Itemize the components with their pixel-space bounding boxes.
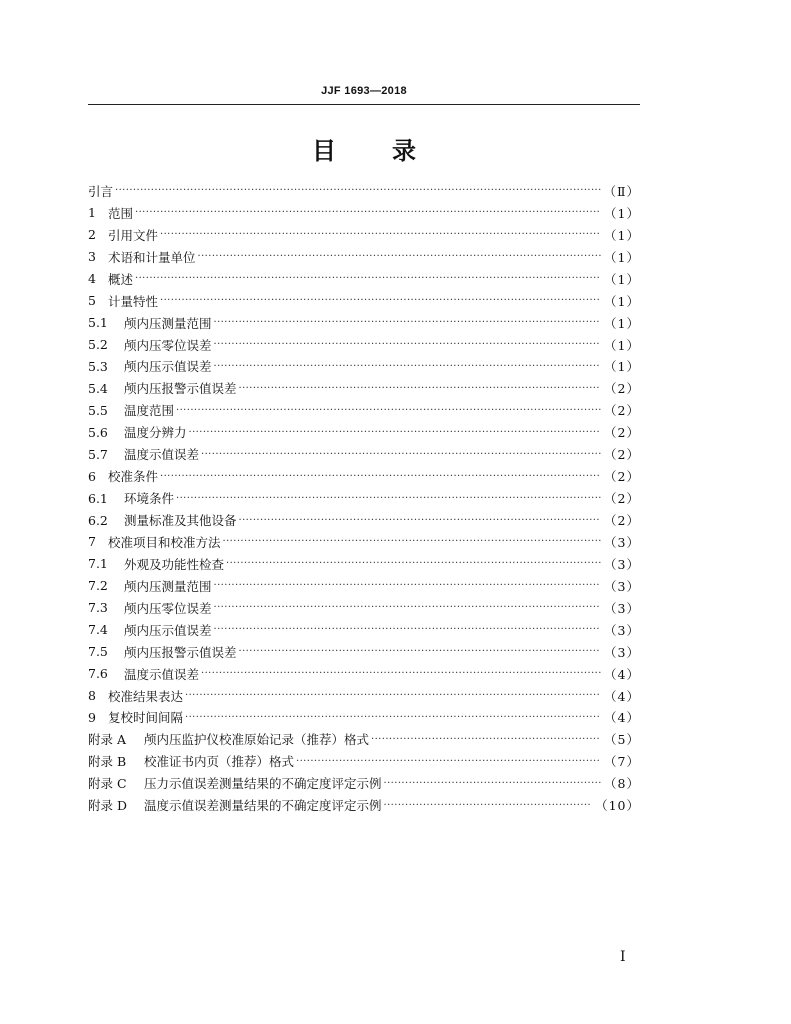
toc-number: 7.3 bbox=[88, 600, 108, 616]
toc-page: （1） bbox=[604, 205, 640, 221]
toc-label: 温度示值误差测量结果的不确定度评定示例 bbox=[144, 798, 382, 814]
toc-label: 颅内压零位误差 bbox=[124, 600, 212, 616]
toc-label: 压力示值误差测量结果的不确定度评定示例 bbox=[144, 776, 382, 792]
toc-item-7-6[interactable] bbox=[88, 663, 640, 685]
toc-item-5-4[interactable] bbox=[88, 377, 640, 399]
toc-number: 附录 B bbox=[88, 754, 127, 770]
toc-number: 5.4 bbox=[88, 380, 108, 396]
toc-label: 术语和计量单位 bbox=[108, 249, 196, 265]
toc-label: 计量特性 bbox=[108, 293, 159, 309]
dot-leader bbox=[189, 427, 602, 438]
dot-leader bbox=[239, 515, 602, 526]
dot-leader bbox=[214, 602, 602, 613]
toc-page: （4） bbox=[604, 688, 640, 704]
toc-label: 颅内压测量范围 bbox=[124, 578, 212, 594]
toc-page: （2） bbox=[604, 447, 640, 463]
toc-label: 测量标准及其他设备 bbox=[124, 513, 237, 529]
toc-page: （10） bbox=[595, 798, 640, 814]
header-divider bbox=[88, 104, 640, 105]
toc-number: 2 bbox=[88, 227, 96, 243]
toc-item-5-7[interactable] bbox=[88, 443, 640, 465]
dot-leader bbox=[135, 207, 601, 218]
toc-page: （2） bbox=[604, 513, 640, 529]
toc-label: 颅内压示值误差 bbox=[124, 622, 212, 638]
toc-item-appendix-a[interactable] bbox=[88, 728, 640, 750]
title-char-1: 目 bbox=[312, 136, 336, 165]
toc-page: （2） bbox=[604, 425, 640, 441]
toc-number: 7.2 bbox=[88, 578, 108, 594]
toc-item-8[interactable] bbox=[88, 685, 640, 707]
toc-number: 5.3 bbox=[88, 358, 108, 374]
toc-item-5-3[interactable] bbox=[88, 356, 640, 378]
toc-page: （2） bbox=[604, 403, 640, 419]
dot-leader bbox=[371, 734, 601, 745]
toc-item-5-2[interactable] bbox=[88, 334, 640, 356]
toc-label: 校准项目和校准方法 bbox=[108, 534, 221, 550]
toc-page: （1） bbox=[604, 249, 640, 265]
dot-leader bbox=[239, 646, 602, 657]
toc-label: 外观及功能性检查 bbox=[124, 556, 225, 572]
toc-page: （4） bbox=[604, 710, 640, 726]
dot-leader bbox=[185, 712, 601, 723]
toc-item-1[interactable] bbox=[88, 202, 640, 224]
toc-page: （3） bbox=[604, 534, 640, 550]
toc-item-4[interactable] bbox=[88, 268, 640, 290]
toc-item-2[interactable] bbox=[88, 224, 640, 246]
dot-leader bbox=[185, 690, 601, 701]
toc-number: 9 bbox=[88, 709, 96, 725]
toc-page: （3） bbox=[604, 644, 640, 660]
dot-leader bbox=[201, 668, 601, 679]
toc-page: （2） bbox=[604, 381, 640, 397]
toc-label: 校准结果表达 bbox=[108, 688, 184, 704]
dot-leader bbox=[223, 536, 602, 547]
toc-label: 范围 bbox=[108, 205, 134, 221]
toc-number: 1 bbox=[88, 205, 96, 221]
toc-number: 5.2 bbox=[88, 337, 108, 353]
toc-item-9[interactable] bbox=[88, 707, 640, 729]
toc-page: （1） bbox=[604, 293, 640, 309]
toc-number: 8 bbox=[88, 688, 96, 704]
toc-number: 6 bbox=[88, 468, 96, 484]
toc-number: 5.1 bbox=[88, 315, 108, 331]
toc-page: （1） bbox=[604, 227, 640, 243]
dot-leader bbox=[214, 624, 602, 635]
page-title bbox=[88, 131, 640, 166]
toc-label: 引言 bbox=[88, 183, 114, 199]
toc-label: 温度示值误差 bbox=[124, 447, 200, 463]
toc-page: （1） bbox=[604, 337, 640, 353]
toc-page: （3） bbox=[604, 600, 640, 616]
toc-label: 温度示值误差 bbox=[124, 666, 200, 682]
toc-number: 附录 C bbox=[88, 776, 127, 792]
dot-leader bbox=[384, 800, 593, 811]
title-char-2: 录 bbox=[392, 136, 416, 165]
toc-item-appendix-d[interactable] bbox=[88, 794, 640, 816]
toc-item-3[interactable] bbox=[88, 246, 640, 268]
toc-number: 6.1 bbox=[88, 490, 108, 506]
toc-item-6-1[interactable] bbox=[88, 487, 640, 509]
dot-leader bbox=[214, 361, 602, 372]
toc-item-7-3[interactable] bbox=[88, 597, 640, 619]
toc-label: 校准条件 bbox=[108, 469, 159, 485]
toc-item-appendix-c[interactable] bbox=[88, 772, 640, 794]
dot-leader bbox=[160, 471, 601, 482]
toc-number: 7.1 bbox=[88, 556, 108, 572]
toc-number: 7.6 bbox=[88, 666, 108, 682]
dot-leader bbox=[176, 493, 601, 504]
dot-leader bbox=[239, 383, 602, 394]
toc-label: 温度范围 bbox=[124, 403, 175, 419]
toc-label: 颅内压监护仪校准原始记录（推荐）格式 bbox=[144, 732, 370, 748]
toc-number: 7.4 bbox=[88, 622, 108, 638]
toc-number: 5 bbox=[88, 293, 96, 309]
toc-item-5-5[interactable] bbox=[88, 399, 640, 421]
toc-page: （1） bbox=[604, 315, 640, 331]
dot-leader bbox=[135, 273, 601, 284]
toc-label: 颅内压示值误差 bbox=[124, 359, 212, 375]
toc-label: 颅内压测量范围 bbox=[124, 315, 212, 331]
toc-page: （1） bbox=[604, 359, 640, 375]
toc-page: （2） bbox=[604, 469, 640, 485]
dot-leader bbox=[384, 778, 602, 789]
dot-leader bbox=[214, 339, 602, 350]
dot-leader bbox=[176, 405, 601, 416]
toc-page: （5） bbox=[604, 732, 640, 748]
dot-leader bbox=[160, 295, 601, 306]
toc-number: 6.2 bbox=[88, 512, 108, 528]
toc-item-7-2[interactable] bbox=[88, 575, 640, 597]
toc-page: （4） bbox=[604, 666, 640, 682]
dot-leader bbox=[296, 756, 601, 767]
dot-leader bbox=[226, 558, 601, 569]
toc-number: 3 bbox=[88, 249, 96, 265]
toc-page: （8） bbox=[604, 776, 640, 792]
table-of-contents bbox=[88, 180, 640, 816]
dot-leader bbox=[201, 449, 601, 460]
toc-item-intro[interactable] bbox=[88, 180, 640, 202]
toc-number: 7 bbox=[88, 534, 96, 550]
toc-page: （1） bbox=[604, 271, 640, 287]
toc-label: 温度分辨力 bbox=[124, 425, 187, 441]
toc-label: 复校时间间隔 bbox=[108, 710, 184, 726]
toc-number: 5.7 bbox=[88, 446, 108, 462]
toc-item-6[interactable] bbox=[88, 465, 640, 487]
toc-label: 颅内压零位误差 bbox=[124, 337, 212, 353]
toc-number: 4 bbox=[88, 271, 96, 287]
dot-leader bbox=[214, 317, 602, 328]
dot-leader bbox=[115, 185, 600, 196]
dot-leader bbox=[214, 580, 602, 591]
toc-item-7-4[interactable] bbox=[88, 619, 640, 641]
toc-label: 环境条件 bbox=[124, 491, 175, 507]
toc-page: （Ⅱ） bbox=[603, 183, 640, 199]
toc-item-5-6[interactable] bbox=[88, 421, 640, 443]
toc-label: 校准证书内页（推荐）格式 bbox=[144, 754, 295, 770]
toc-label: 颅内压报警示值误差 bbox=[124, 381, 237, 397]
toc-label: 引用文件 bbox=[108, 227, 159, 243]
dot-leader bbox=[198, 251, 602, 262]
toc-page: （3） bbox=[604, 556, 640, 572]
toc-number: 附录 A bbox=[88, 732, 127, 748]
toc-page: （7） bbox=[604, 754, 640, 770]
toc-number: 5.5 bbox=[88, 402, 108, 418]
toc-item-5-1[interactable] bbox=[88, 312, 640, 334]
toc-label: 颅内压报警示值误差 bbox=[124, 644, 237, 660]
toc-number: 5.6 bbox=[88, 424, 108, 440]
document-code: JJF 1693—2018 bbox=[321, 85, 407, 97]
dot-leader bbox=[160, 229, 601, 240]
toc-item-appendix-b[interactable] bbox=[88, 750, 640, 772]
toc-page: （2） bbox=[604, 491, 640, 507]
toc-label: 概述 bbox=[108, 271, 134, 287]
toc-item-7-5[interactable] bbox=[88, 641, 640, 663]
page-number: I bbox=[620, 949, 626, 965]
toc-number: 附录 D bbox=[88, 798, 127, 814]
toc-number: 7.5 bbox=[88, 644, 108, 660]
toc-item-5[interactable] bbox=[88, 290, 640, 312]
toc-item-7-1[interactable] bbox=[88, 553, 640, 575]
toc-item-7[interactable] bbox=[88, 531, 640, 553]
toc-page: （3） bbox=[604, 622, 640, 638]
toc-page: （3） bbox=[604, 578, 640, 594]
toc-item-6-2[interactable] bbox=[88, 509, 640, 531]
